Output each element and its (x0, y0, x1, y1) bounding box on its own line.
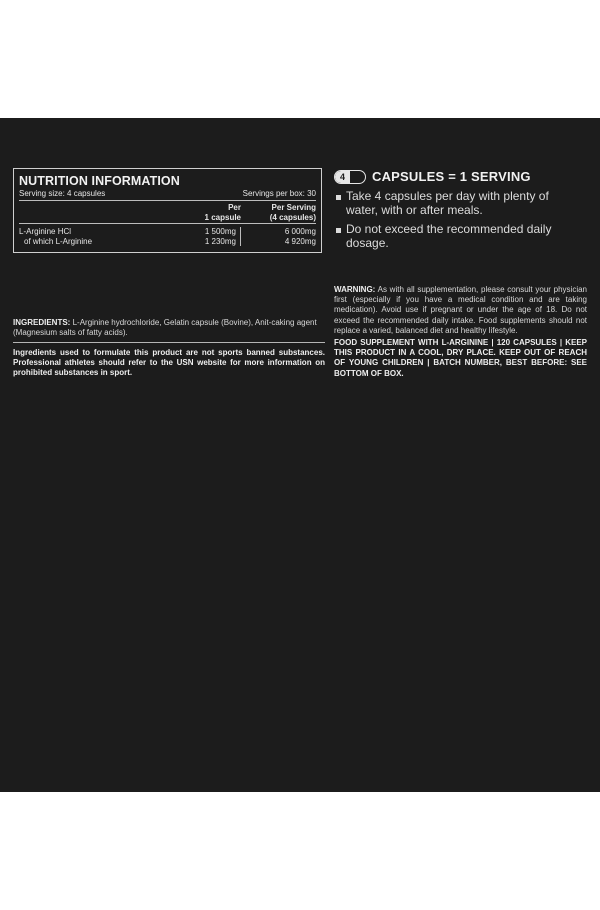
col-per-capsule-line1: Per (228, 203, 241, 212)
list-item (334, 189, 564, 217)
capsule-icon (334, 170, 366, 184)
capsule-count: 4 (335, 171, 350, 183)
col-per-serving-header (241, 203, 316, 222)
warning-text (334, 285, 587, 336)
col-per-capsule-header (181, 203, 241, 222)
divider (13, 342, 325, 343)
row-per-capsule: 1 230mg (181, 237, 241, 247)
serving-heading-text: CAPSULES = 1 SERVING (372, 169, 531, 184)
nutrition-table (13, 168, 322, 253)
banned-substances-notice: Ingredients used to formulate this product are not sports banned substances. Professional athletes should refer to the USN website for more information on prohibited substances in sport. (13, 348, 325, 378)
serving-info (19, 189, 316, 201)
bullet-icon (334, 222, 346, 250)
serving-size: Serving size: 4 capsules (19, 189, 106, 198)
nutrition-rows (19, 224, 316, 246)
col-per-serving-line2: (4 capsules) (269, 212, 316, 222)
directions-list (334, 189, 564, 255)
ingredients-text (13, 318, 325, 338)
direction-text: Take 4 capsules per day with plenty of water, with or after meals. (346, 189, 549, 217)
ingredients-label: INGREDIENTS: (13, 318, 71, 327)
warning-body: As with all supplementation, please consult your physician first (especially if you have a medical condition and are taking medication). Avoid use if pregnant or under the age of 18. Do not exceed the recommended daily intake. Food supplements should not replace a varied, balanced diet and healthy lifestyle. (334, 285, 587, 335)
list-item (334, 222, 564, 250)
ingredients-body: L-Arginine hydrochloride, Gelatin capsule (Bovine), Anit-caking agent (Magnesium salts of fatty acids). (13, 318, 317, 338)
row-per-serving: 4 920mg (284, 236, 316, 246)
servings-per-box: Servings per box: 30 (242, 189, 316, 198)
column-headers (19, 201, 316, 224)
nutrition-title: NUTRITION INFORMATION (19, 174, 180, 188)
row-name: of which L-Arginine (24, 236, 93, 246)
col-per-capsule-line2: 1 capsule (204, 212, 241, 222)
table-row (19, 237, 316, 247)
row-per-serving: 6 000mg (284, 227, 316, 236)
label-panel (0, 118, 600, 792)
row-name: L-Arginine HCl (19, 227, 72, 236)
table-row (19, 227, 316, 237)
food-supplement-text: FOOD SUPPLEMENT WITH L-ARGININE | 120 CAPSULES | KEEP THIS PRODUCT IN A COOL, DRY PLACE. KEEP OUT OF REACH OF YOUNG CHILDREN | BATCH NUMBER, BEST BEFORE: SEE BOTTOM OF BOX. (334, 338, 587, 378)
serving-heading (334, 169, 531, 184)
col-per-serving-line1: Per Serving (271, 203, 316, 212)
warning-label: WARNING: (334, 285, 376, 294)
bullet-icon (334, 189, 346, 217)
direction-text: Do not exceed the recommended daily dosage. (346, 222, 552, 250)
row-per-capsule: 1 500mg (181, 227, 241, 237)
